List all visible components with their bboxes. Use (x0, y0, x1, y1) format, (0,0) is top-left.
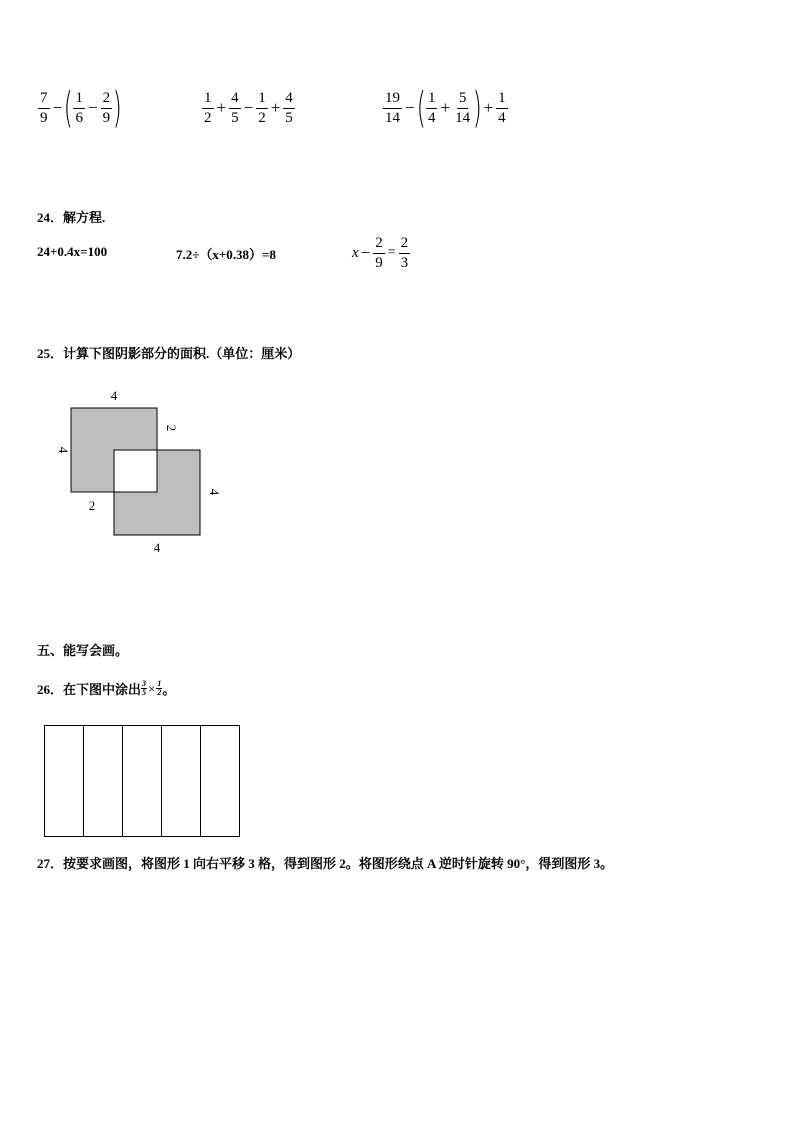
question-25-title: 25．计算下图阴影部分的面积.（单位：厘米） (37, 346, 301, 361)
expression-3 (382, 83, 509, 132)
question-27-title: 27．按要求画图，将图形 1 向右平移 3 格，得到图形 2。将图形绕点 A 逆时针旋转 90°，得到图形 3。 (37, 856, 614, 871)
operator: + (440, 98, 451, 117)
operator: − (243, 98, 254, 117)
fraction: $\frac{1}{4}$ (427, 89, 436, 126)
operator: = (387, 245, 396, 260)
label-bottom-small: 2 (88, 498, 96, 513)
grid-column-1[interactable] (44, 725, 84, 837)
fraction: $\frac{4}{5}$ (231, 89, 239, 126)
question-24-title: 24．解方程. (37, 210, 106, 225)
fraction: $\frac{1}{2}$ (204, 89, 212, 126)
left-paren: ( (416, 83, 426, 132)
grid-column-4[interactable] (161, 725, 201, 837)
operator: − (52, 98, 63, 117)
coloring-grid[interactable] (44, 725, 240, 837)
question-26-title: 26．在下图中涂出 $\frac{3}{5}$ × $\frac{1}{2}$ 。 (37, 679, 176, 697)
fraction: $\frac{1}{4}$ (498, 89, 506, 126)
label-right: 4 (207, 488, 222, 496)
fraction: $\frac{2}{9}$ (375, 234, 383, 271)
operator: − (87, 98, 98, 117)
label-top: 4 (110, 388, 118, 403)
expression-1 (37, 83, 122, 132)
operator: − (360, 243, 371, 262)
grid-column-5[interactable] (200, 725, 240, 837)
operator: − (405, 98, 415, 117)
left-paren: ( (63, 83, 73, 132)
grid-column-3[interactable] (122, 725, 162, 837)
fraction: $\frac{1}{2}$ (258, 89, 266, 126)
operator: + (270, 98, 281, 117)
fraction: $\frac{7}{9}$ (40, 89, 48, 126)
equation-1: 24+0.4x=100 (37, 244, 108, 259)
operator: + (483, 98, 494, 117)
label-left: 4 (56, 446, 71, 454)
fraction: $\frac{5}{14}$ (455, 89, 471, 126)
overlap-square (114, 450, 157, 492)
expression-2 (201, 86, 296, 130)
fraction: $\frac{2}{3}$ (400, 234, 409, 271)
fraction: $\frac{4}{5}$ (285, 89, 293, 126)
fraction-1-2: $\frac{1}{2}$ (157, 679, 162, 697)
fraction-3-5: $\frac{3}{5}$ (142, 679, 147, 697)
fraction: $\frac{1}{6}$ (75, 89, 83, 126)
right-paren: ) (112, 83, 122, 132)
right-paren: ) (472, 83, 482, 132)
fraction: $\frac{2}{9}$ (102, 89, 111, 126)
shaded-area-diagram (40, 380, 240, 560)
equation-2: 7.2÷（x+0.38）=8 (176, 247, 276, 262)
equation-3: x − $\frac{2}{9}$ = $\frac{2}{3}$ (352, 234, 409, 271)
operator: + (216, 98, 227, 117)
fraction: $\frac{19}{14}$ (385, 89, 400, 126)
grid-column-2[interactable] (83, 725, 123, 837)
label-bottom: 4 (153, 540, 161, 555)
section-5-title: 五、能写会画。 (37, 643, 129, 658)
label-right-small: 2 (164, 424, 179, 432)
